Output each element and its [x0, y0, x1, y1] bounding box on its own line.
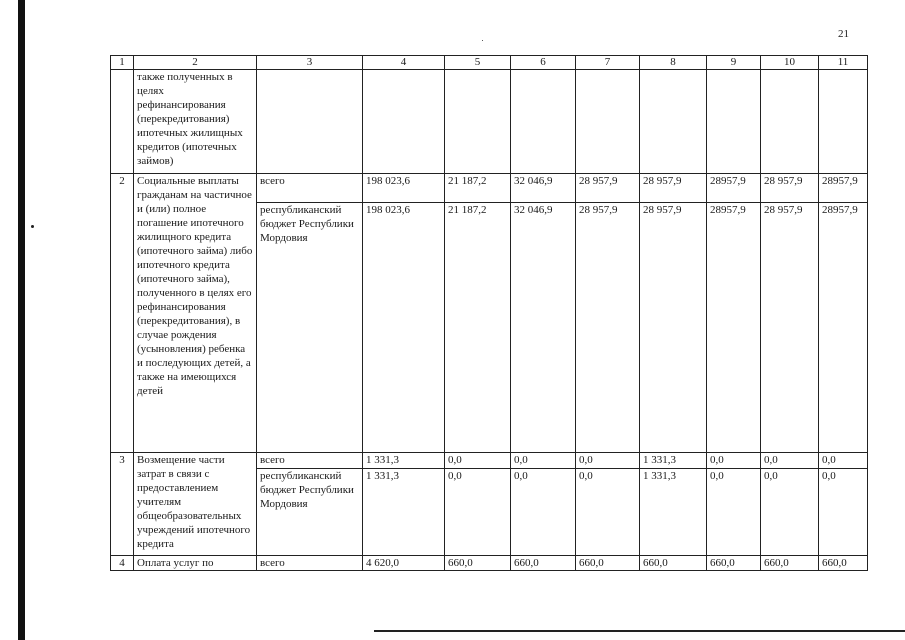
value-cell — [640, 70, 707, 174]
value-cell: 0,0 — [761, 469, 819, 556]
scan-edge-left — [18, 0, 25, 640]
value-cell: 28 957,9 — [761, 174, 819, 203]
table-row — [111, 70, 868, 174]
value-cell: 660,0 — [640, 556, 707, 571]
value-cell: 1 331,3 — [363, 469, 445, 556]
value-cell: 0,0 — [819, 453, 868, 469]
value-cell: 32 046,9 — [511, 174, 576, 203]
value-cell: 4 620,0 — [363, 556, 445, 571]
value-cell: 0,0 — [511, 469, 576, 556]
header-cell: 10 — [761, 56, 819, 70]
value-cell: 28 957,9 — [761, 203, 819, 453]
value-cell: 198 023,6 — [363, 174, 445, 203]
header-cell: 5 — [445, 56, 511, 70]
value-cell: 660,0 — [445, 556, 511, 571]
value-cell: 0,0 — [819, 469, 868, 556]
measure-name-cell: Социальные выплаты гражданам на частичное и (или) полное погашение ипотечного жилищного кредита (ипотечного займа) либо ипотечного кредита (ипотечного займа), полученного в целях его рефинансирования (перекредитования), в случае рождения (усыновления) ребенка и последующих детей, а также на имеющихся детей — [134, 174, 257, 453]
funding-source-cell — [257, 70, 363, 174]
budget-table — [110, 55, 868, 571]
header-cell: 11 — [819, 56, 868, 70]
header-cell: 7 — [576, 56, 640, 70]
header-row — [111, 56, 868, 70]
value-cell: 0,0 — [707, 453, 761, 469]
value-cell: 0,0 — [707, 469, 761, 556]
row-number-cell: 3 — [111, 453, 134, 556]
value-cell — [511, 70, 576, 174]
header-cell: 2 — [134, 56, 257, 70]
value-cell — [445, 70, 511, 174]
header-cell: 6 — [511, 56, 576, 70]
value-cell: 660,0 — [761, 556, 819, 571]
value-cell: 0,0 — [761, 453, 819, 469]
header-cell: 4 — [363, 56, 445, 70]
scan-speck — [31, 225, 34, 228]
value-cell: 28 957,9 — [576, 203, 640, 453]
value-cell: 28 957,9 — [640, 203, 707, 453]
table-row — [111, 556, 868, 571]
scan-speck — [482, 40, 483, 41]
table-row — [111, 453, 868, 469]
value-cell: 32 046,9 — [511, 203, 576, 453]
funding-source-cell: всего — [257, 453, 363, 469]
funding-source-cell: всего — [257, 174, 363, 203]
value-cell: 0,0 — [511, 453, 576, 469]
row-number-cell: 2 — [111, 174, 134, 453]
page-number: 21 — [838, 28, 849, 40]
value-cell: 28957,9 — [707, 174, 761, 203]
value-cell: 660,0 — [511, 556, 576, 571]
value-cell: 0,0 — [445, 469, 511, 556]
header-cell: 3 — [257, 56, 363, 70]
value-cell: 21 187,2 — [445, 203, 511, 453]
value-cell: 660,0 — [819, 556, 868, 571]
header-cell: 9 — [707, 56, 761, 70]
funding-source-cell: республиканский бюджет Республики Мордовия — [257, 203, 363, 453]
value-cell: 1 331,3 — [640, 453, 707, 469]
scan-edge-bottom — [374, 630, 905, 632]
header-cell: 1 — [111, 56, 134, 70]
value-cell — [819, 70, 868, 174]
measure-name-cell: Оплата услуг по — [134, 556, 257, 571]
value-cell: 28957,9 — [707, 203, 761, 453]
header-cell: 8 — [640, 56, 707, 70]
row-number-cell — [111, 70, 134, 174]
value-cell: 0,0 — [576, 453, 640, 469]
table-row — [111, 174, 868, 203]
value-cell: 660,0 — [707, 556, 761, 571]
value-cell: 660,0 — [576, 556, 640, 571]
funding-source-cell: всего — [257, 556, 363, 571]
value-cell: 1 331,3 — [640, 469, 707, 556]
value-cell: 28957,9 — [819, 203, 868, 453]
value-cell: 28 957,9 — [640, 174, 707, 203]
value-cell: 0,0 — [445, 453, 511, 469]
value-cell — [576, 70, 640, 174]
measure-name-cell: Возмещение части затрат в связи с предоставлением учителям общеобразовательных учреждений ипотечного кредита — [134, 453, 257, 556]
value-cell — [707, 70, 761, 174]
value-cell — [761, 70, 819, 174]
funding-source-cell: республиканский бюджет Республики Мордовия — [257, 469, 363, 556]
value-cell: 21 187,2 — [445, 174, 511, 203]
value-cell — [363, 70, 445, 174]
value-cell: 1 331,3 — [363, 453, 445, 469]
row-number-cell: 4 — [111, 556, 134, 571]
value-cell: 198 023,6 — [363, 203, 445, 453]
value-cell: 28957,9 — [819, 174, 868, 203]
value-cell: 28 957,9 — [576, 174, 640, 203]
value-cell: 0,0 — [576, 469, 640, 556]
measure-name-cell: также полученных в целях рефинансирования (перекредитования) ипотечных жилищных кредитов (ипотечных займов) — [134, 70, 257, 174]
